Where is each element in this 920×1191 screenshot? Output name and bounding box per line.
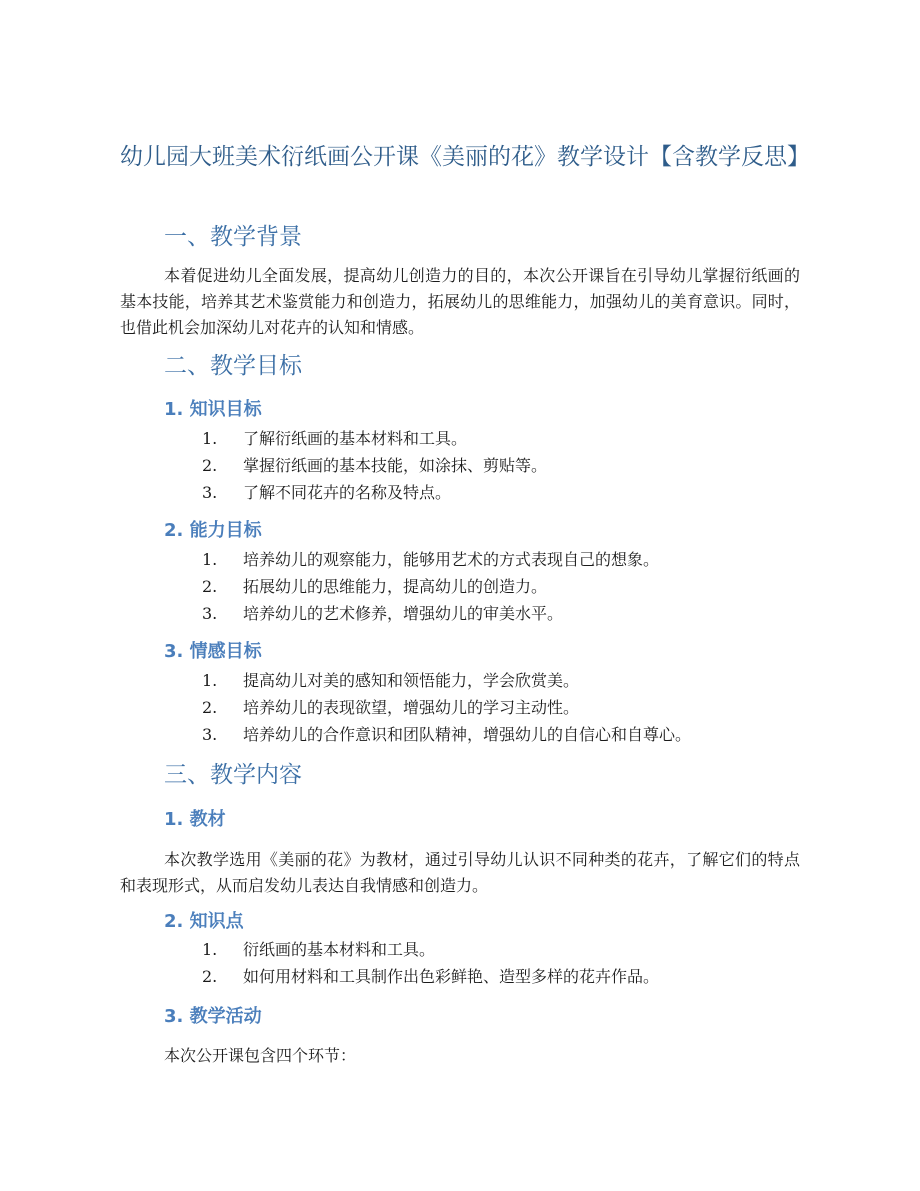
document-title: 幼儿园大班美术衍纸画公开课《美丽的花》教学设计【含教学反思】: [120, 144, 810, 170]
list-text: 培养幼儿的观察能力，能够用艺术的方式表现自己的想象。: [243, 550, 660, 569]
list-text: 培养幼儿的艺术修养，增强幼儿的审美水平。: [243, 604, 564, 623]
list-text: 如何用材料和工具制作出色彩鲜艳、造型多样的花卉作品。: [243, 967, 660, 986]
list-text: 拓展幼儿的思维能力，提高幼儿的创造力。: [243, 577, 548, 596]
list-text: 培养幼儿的合作意识和团队精神，增强幼儿的自信心和自尊心。: [243, 725, 692, 744]
subheading-material: 1. 教材: [164, 809, 226, 830]
material-paragraph: 本次教学选用《美丽的花》为教材，通过引导幼儿认识不同种类的花卉，了解它们的特点和表现形式，从而启发幼儿表达自我情感和创造力。: [120, 850, 800, 895]
list-number: 1.: [202, 671, 218, 690]
section-heading-background: 一、教学背景: [164, 224, 302, 250]
list-number: 1.: [202, 940, 218, 959]
list-text: 培养幼儿的表现欲望，增强幼儿的学习主动性。: [243, 698, 580, 717]
background-paragraph: 本着促进幼儿全面发展，提高幼儿创造力的目的，本次公开课旨在引导幼儿掌握衍纸画的基本技能，培养其艺术鉴赏能力和创造力，拓展幼儿的思维能力，加强幼儿的美育意识。同时，也借此机会加深幼儿对花卉的认知和情感。: [120, 266, 800, 337]
list-number: 2.: [202, 967, 218, 986]
list-number: 3.: [202, 483, 218, 502]
list-text: 了解衍纸画的基本材料和工具。: [243, 429, 468, 448]
activities-paragraph: 本次公开课包含四个环节：: [164, 1046, 357, 1065]
section-heading-content: 三、教学内容: [164, 762, 302, 788]
list-number: 3.: [202, 604, 218, 623]
list-number: 2.: [202, 698, 218, 717]
subheading-emotion-goals: 3. 情感目标: [164, 641, 262, 662]
section-heading-goals: 二、教学目标: [164, 353, 302, 379]
subheading-knowledge-points: 2. 知识点: [164, 911, 244, 932]
subheading-ability-goals: 2. 能力目标: [164, 520, 262, 541]
list-number: 2.: [202, 577, 218, 596]
list-text: 掌握衍纸画的基本技能，如涂抹、剪贴等。: [243, 456, 548, 475]
subheading-activities: 3. 教学活动: [164, 1006, 262, 1027]
subheading-knowledge-goals: 1. 知识目标: [164, 399, 262, 420]
list-text: 提高幼儿对美的感知和领悟能力，学会欣赏美。: [243, 671, 580, 690]
list-number: 1.: [202, 429, 218, 448]
list-number: 3.: [202, 725, 218, 744]
list-text: 衍纸画的基本材料和工具。: [243, 940, 436, 959]
list-text: 了解不同花卉的名称及特点。: [243, 483, 452, 502]
list-number: 2.: [202, 456, 218, 475]
list-number: 1.: [202, 550, 218, 569]
